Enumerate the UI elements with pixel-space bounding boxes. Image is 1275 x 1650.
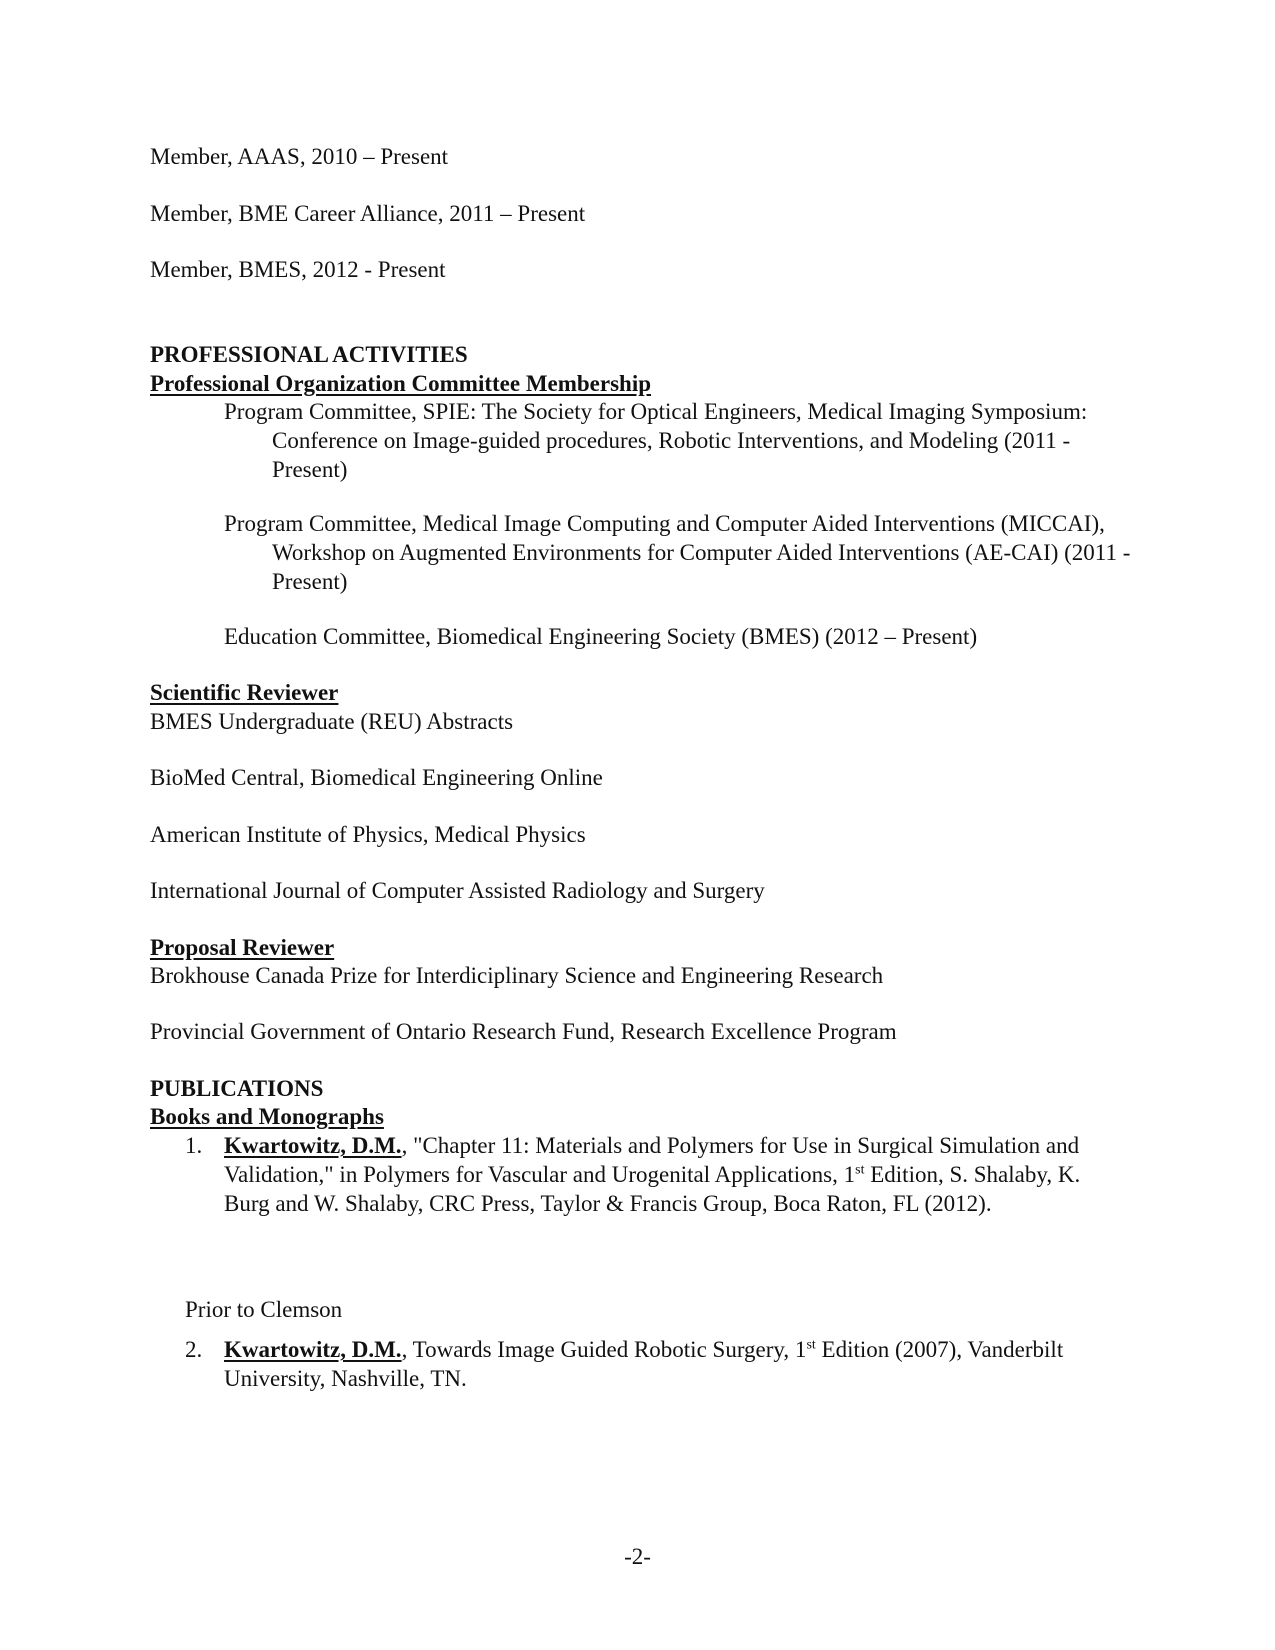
publication-text [224, 1335, 1104, 1393]
membership-aaas: Member, AAAS, 2010 – Present [150, 144, 449, 169]
committee-membership-heading: Professional Organization Committee Membership [150, 371, 652, 396]
publication-number: 2. [185, 1337, 203, 1362]
ordinal-suffix: st [855, 1162, 865, 1178]
membership-bme-career-alliance: Member, BME Career Alliance, 2011 – Present [150, 201, 586, 226]
committee-item-bmes: Education Committee, Biomedical Engineering Society (BMES) (2012 – Present) [224, 624, 978, 649]
publication-citation-rest: Edition (2007), Vanderbilt University, Nashville, TN. [224, 1337, 1064, 1391]
proposal-reviewer-heading: Proposal Reviewer [150, 935, 335, 960]
professional-activities-heading: PROFESSIONAL ACTIVITIES [150, 342, 468, 367]
scientific-reviewer-item: International Journal of Computer Assisted Radiology and Surgery [150, 878, 765, 903]
publication-citation: , Towards Image Guided Robotic Surgery, 1 [401, 1337, 807, 1362]
proposal-reviewer-item: Provincial Government of Ontario Research Fund, Research Excellence Program [150, 1019, 897, 1044]
prior-to-clemson-label: Prior to Clemson [185, 1297, 343, 1322]
ordinal-suffix: st [806, 1337, 816, 1353]
publication-author: Kwartowitz, D.M. [224, 1337, 402, 1362]
scientific-reviewer-item: BMES Undergraduate (REU) Abstracts [150, 709, 514, 734]
scientific-reviewer-item: American Institute of Physics, Medical Physics [150, 822, 586, 847]
proposal-reviewer-item: Brokhouse Canada Prize for Interdiciplinary Science and Engineering Research [150, 963, 884, 988]
books-monographs-heading: Books and Monographs [150, 1104, 384, 1129]
page-number: -2- [624, 1544, 651, 1569]
publication-author: Kwartowitz, D.M. [224, 1133, 402, 1158]
committee-item-miccai: Program Committee, Medical Image Computing and Computer Aided Interventions (MICCAI), Workshop on Augmented Environments for Computer Aided Interventions (AE-CAI) (2011 - Present) [224, 511, 1131, 594]
publications-heading: PUBLICATIONS [150, 1076, 324, 1101]
publication-citation-rest: Edition, S. Shalaby, K. Burg and W. Shalaby, CRC Press, Taylor & Francis Group, Boca Raton, FL (2012). [224, 1162, 1081, 1216]
scientific-reviewer-heading: Scientific Reviewer [150, 680, 339, 705]
membership-bmes: Member, BMES, 2012 - Present [150, 257, 446, 282]
publication-citation: , "Chapter 11: Materials and Polymers for Use in Surgical Simulation and Validation," in Polymers for Vascular and Urogenital Applications, 1 [224, 1133, 1080, 1187]
publication-number: 1. [185, 1133, 203, 1158]
scientific-reviewer-item: BioMed Central, Biomedical Engineering Online [150, 765, 603, 790]
publication-text [224, 1131, 1104, 1218]
committee-item-spie: Program Committee, SPIE: The Society for Optical Engineers, Medical Imaging Symposium: Conference on Image-guided procedures, Robotic Interventions, and Modeling (2011 - Present) [224, 399, 1088, 482]
